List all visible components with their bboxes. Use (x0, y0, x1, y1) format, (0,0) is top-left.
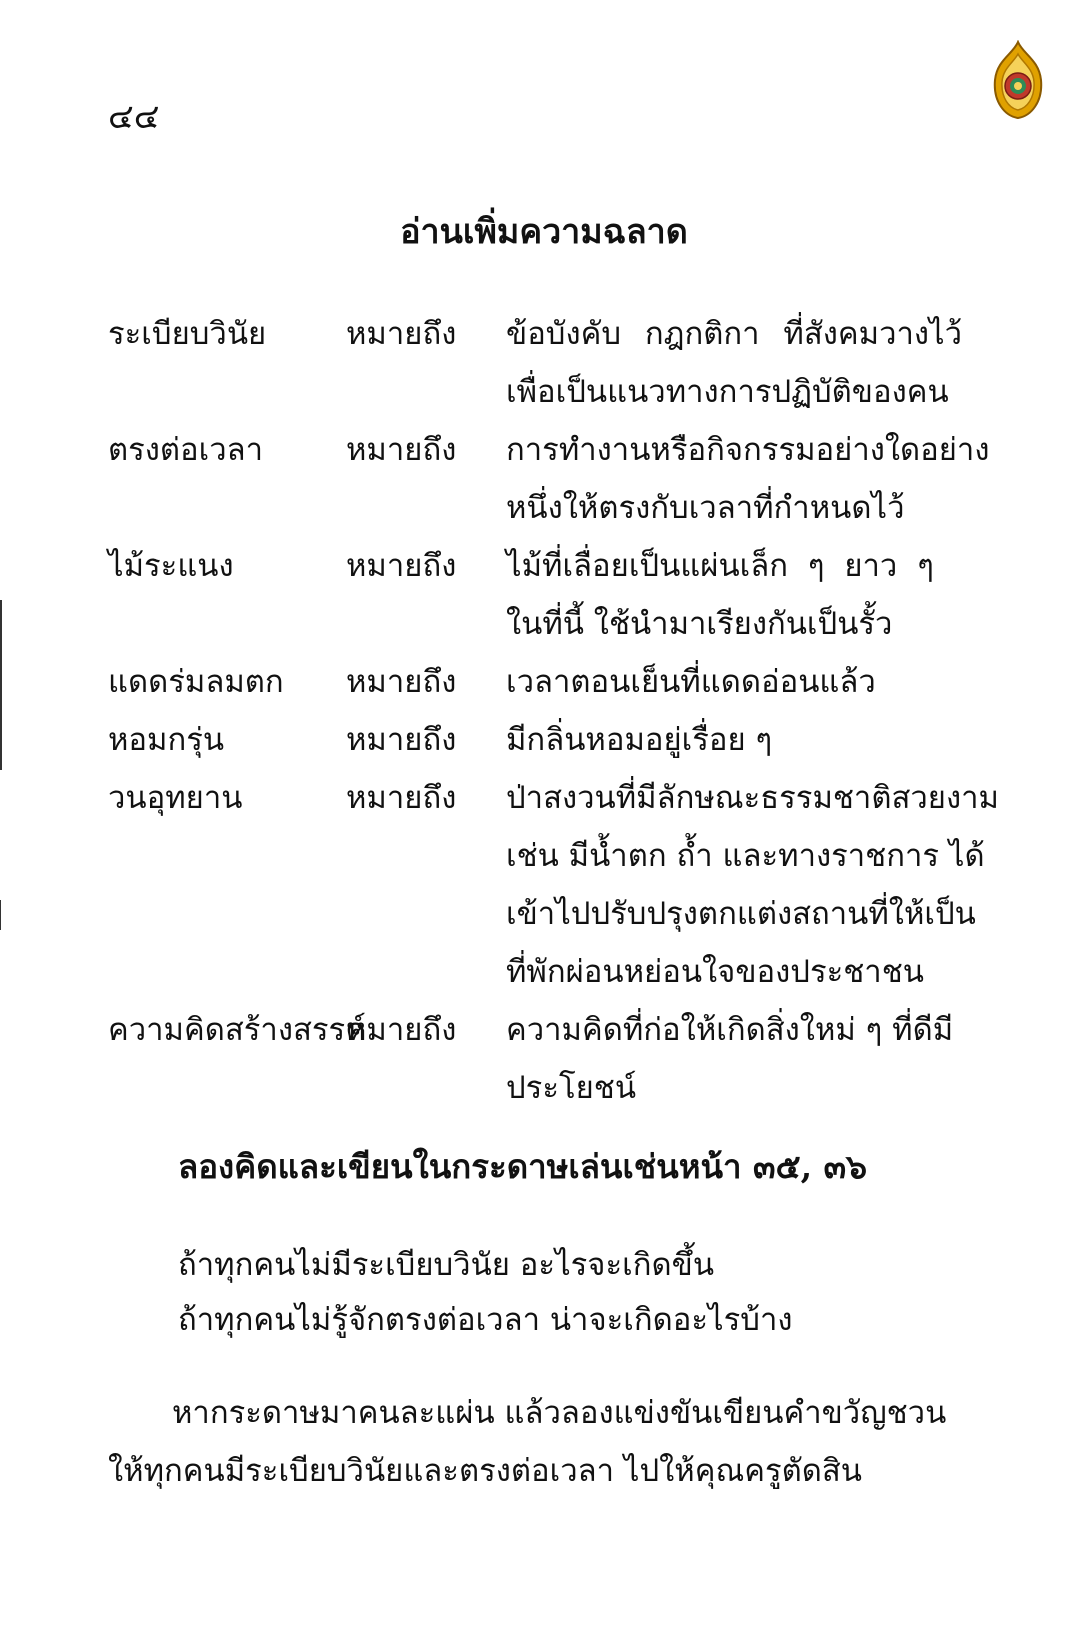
definition-line: การทำงานหรือกิจกรรมอย่างใดอย่าง (506, 432, 990, 468)
glossary-entry (108, 769, 1028, 1001)
school-emblem-icon (987, 40, 1049, 120)
instruction-line: ให้ทุกคนมีระเบียบวินัยและตรงต่อเวลา ไปให้คุณครูตัดสิน (108, 1453, 862, 1489)
glossary-means: หมายถึง (346, 1012, 457, 1048)
glossary-entry (108, 711, 1028, 769)
glossary-definition (506, 653, 1026, 711)
glossary-entry (108, 421, 1028, 537)
glossary-definition (506, 769, 1026, 1001)
glossary-means: หมายถึง (346, 548, 457, 584)
exercise-questions (178, 1238, 793, 1348)
glossary-means: หมายถึง (346, 722, 457, 758)
glossary-means: หมายถึง (346, 780, 457, 816)
glossary-term: ไม้ระแนง (108, 548, 234, 584)
page-number: ๔๔ (108, 97, 160, 137)
definition-line: ข้อบังคับ กฎกติกา ที่สังคมวางไว้ (506, 316, 963, 352)
scan-edge-mark (0, 600, 2, 770)
section-title: อ่านเพิ่มความฉลาด (400, 212, 688, 252)
glossary-term: ตรงต่อเวลา (108, 432, 264, 468)
glossary-definition (506, 537, 1026, 653)
glossary-entry (108, 305, 1028, 421)
definition-line: ป่าสงวนที่มีลักษณะธรรมชาติสวยงาม (506, 780, 999, 816)
glossary-means: หมายถึง (346, 664, 457, 700)
definition-line: ไม้ที่เลื่อยเป็นแผ่นเล็ก ๆ ยาว ๆ (506, 548, 934, 584)
glossary (108, 305, 1028, 1117)
glossary-definition (506, 711, 1026, 769)
definition-line: เพื่อเป็นแนวทางการปฏิบัติของคน (506, 374, 949, 410)
question-item: ถ้าทุกคนไม่มีระเบียบวินัย อะไรจะเกิดขึ้น (178, 1247, 715, 1283)
definition-line: มีกลิ่นหอมอยู่เรื่อย ๆ (506, 722, 773, 758)
definition-line: ที่พักผ่อนหย่อนใจของประชาชน (506, 954, 924, 990)
glossary-entry (108, 653, 1028, 711)
glossary-definition (506, 1001, 1026, 1117)
definition-line: เข้าไปปรับปรุงตกแต่งสถานที่ให้เป็น (506, 896, 976, 932)
glossary-entry (108, 537, 1028, 653)
definition-line: ความคิดที่ก่อให้เกิดสิ่งใหม่ ๆ ที่ดีมี (506, 1012, 954, 1048)
glossary-term: หอมกรุ่น (108, 722, 225, 758)
glossary-means: หมายถึง (346, 432, 457, 468)
scan-edge-mark (0, 900, 1, 930)
glossary-term: ความคิดสร้างสรรค์ (108, 1012, 366, 1048)
glossary-means: หมายถึง (346, 316, 457, 352)
definition-line: หนึ่งให้ตรงกับเวลาที่กำหนดไว้ (506, 490, 905, 526)
glossary-definition (506, 421, 1026, 537)
glossary-term: แดดร่มลมตก (108, 664, 284, 700)
glossary-term: วนอุทยาน (108, 780, 243, 816)
definition-line: เวลาตอนเย็นที่แดดอ่อนแล้ว (506, 664, 876, 700)
glossary-entry (108, 1001, 1028, 1117)
definition-line: เช่น มีน้ำตก ถ้ำ และทางราชการ ได้ (506, 838, 985, 874)
glossary-term: ระเบียบวินัย (108, 316, 267, 352)
exercise-instruction (108, 1384, 988, 1500)
definition-line: ในที่นี้ ใช้นำมาเรียงกันเป็นรั้ว (506, 606, 893, 642)
exercise-heading: ลองคิดและเขียนในกระดาษเล่นเช่นหน้า ๓๕, ๓๖ (178, 1147, 868, 1186)
definition-line: ประโยชน์ (506, 1070, 637, 1106)
question-item: ถ้าทุกคนไม่รู้จักตรงต่อเวลา น่าจะเกิดอะไรบ้าง (178, 1302, 793, 1338)
instruction-line: หากระดาษมาคนละแผ่น แล้วลองแข่งขันเขียนคำขวัญชวน (172, 1395, 947, 1431)
glossary-definition (506, 305, 1026, 421)
